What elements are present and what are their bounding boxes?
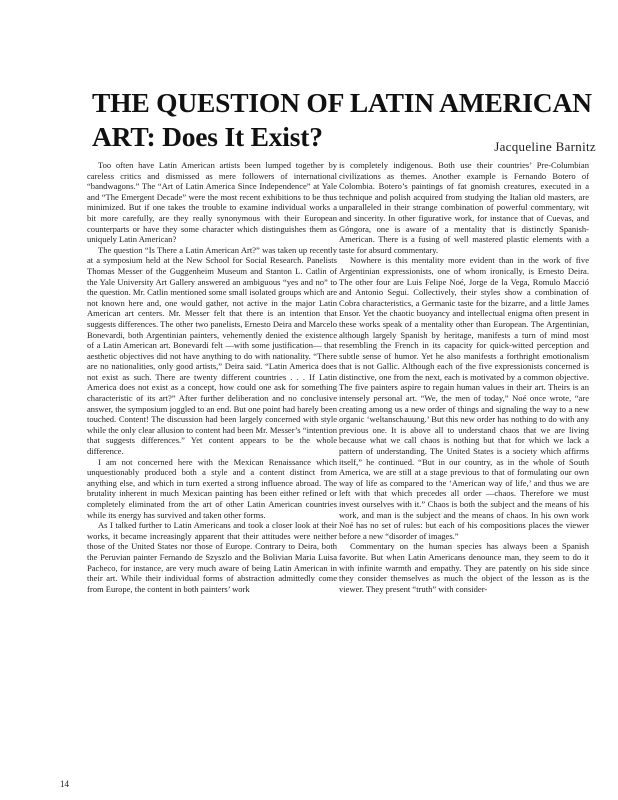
author-byline: Jacqueline Barnitz [494, 139, 596, 154]
paragraph: Nowhere is this mentality more evident than in the work of five Argentinian expressionists, one of whom ironically, is Ernesto Deira. The other four are Luis Felipe Noé, Jorge de la Vega, Romulo Macció and Antonio Segui. Collectively, their styles show a combination of Cobra characteristics, a Germanic taste for the bizarre, and a little James Ensor. Yet the chaotic buoyancy and intellectual enigma often present in these works speak of a mentality other than European. The Argentinian, although largely Spanish by heritage, manifests a turn of mind most resembling the French in its capacity for quick-witted perception and subtle sense of humor. Yet he also manifests a forthright emotionalism that is not Gallic. Although each of the five expressionists concerned is distinctive, one from the next, each is motivated by a common objective. The five painters aspire to regain human values in their art. Theirs is an intensely personal art. “We, the men of today,” Noé once wrote, “are creating among us a new order of things and signaling the way to a new organic ‘weltanschauung.’ But this new order has nothing to do with any previous one. It is above all to understand chaos that we are living because what we call chaos is nothing but that for which we lack a pattern of understanding. The United States is a society which affirms itself,” he continued. “But in our country, as in the whole of South America, we are still at a stage previous to that of formulating our own way of life as compared to the ‘American way of life,’ and thus we are left with that which precedes all order —chaos. Therefore we must invest ourselves with it.” Chaos is both the subject and the means of his work, and man is the subject and the means of chaos. In his own work Noé has no set of rules: but each of his compositions places the viewer before a new “disorder of images.” [339, 255, 589, 541]
paragraph: Too often have Latin American artists been lumped together by careless critics and dismissed as mere followers of international “bandwagons.” The “Art of Latin America Since Independence” at Yale and “The Emergent Decade” were the most recent exhibitions to be thus minimized. But if one takes the trouble to examine individual works a bit more carefully, are they really synonymous with their European counterparts or have they some character which distinguishes them as uniquely Latin American? [87, 160, 337, 245]
page-number: 14 [60, 779, 69, 789]
text-column-right [339, 160, 589, 594]
paragraph: Commentary on the human species has always been a Spanish favorite. But when Latin Americans denounce man, they seem to do it with infinite warmth and empathy. They are patently on his side since they consider themselves as much the object of the lesson as is the viewer. They present “truth” with consider- [339, 541, 589, 594]
text-column-left [87, 160, 337, 594]
article-title-line-2: ART: Does It Exist? [92, 121, 323, 152]
article-title-line-1: THE QUESTION OF LATIN AMERICAN [92, 87, 592, 118]
paragraph: The question “Is There a Latin American Art?” was taken up recently at a symposium held at the New School for Social Research. Panelists Thomas Messer of the Guggenheim Museum and Stanton L. Catlin of the Yale University Art Gallery answered an ambiguous “yes and no” to the question. Mr. Catlin mentioned some small isolated groups which are not known here and, one would gather, not active in the major Latin American art centers. Mr. Messer felt that there is an intention that suggests differences. The other two panelists, Ernesto Deira and Marcelo Bonevardi, both Argentinian painters, vehemently denied the existence of a Latin American art. Bonevardi felt —with some justification— that aesthetic objectives did not have anything to do with nationality. “There are no nationalities, only good artists,” Deira said. “Latin America does not exist as such. There are twenty different countries . . . If Latin America does not exist as a concept, how could one ask for something characteristic of its art?” After further deliberation and no conclusive answer, the symposium joggled to an end. But one point had barely been touched. Content! The discussion had been largely concerned with style while the only clear allusion to content had been Mr. Messer’s “intention that suggests differences.” Yet content appears to be the whole difference. [87, 244, 337, 457]
paragraph: I am not concerned here with the Mexican Renaissance which unquestionably produced both a style and a content distinct from anything else, and which in turn exerted a strong influence abroad. The brutality inherent in much Mexican painting has been either refined or completely eliminated from the art of other Latin American countries while its energy has survived and taken other forms. [87, 456, 337, 520]
paragraph: As I talked further to Latin Americans and took a closer look at their works, it became increasingly apparent that their attitudes were neither those of the United States nor those of Europe. Contrary to Deira, both the Peruvian painter Fernando de Szyszlo and the Bolivian Maria Luisa Pacheco, for instance, are very much aware of being Latin American in their art. While their individual forms of abstraction admittedly come from Europe, the content in both painters’ work [87, 520, 337, 594]
paragraph-continued: is completely indigenous. Both use their countries’ Pre-Columbian civilizations as themes. Another example is Fernando Botero of Colombia. Botero’s paintings of fat gnomish creatures, executed in a technique and polish acquired from studying the Italian old masters, are unparalleled in their strange combination of powerful commentary, wit and sincerity. In other figurative work, for instance that of Cuevas, and Góngora, one is aware of a mentality that is distinctly Spanish-American. There is a fusing of well mastered plastic elements with a taste for absurd commentary. [339, 160, 589, 255]
